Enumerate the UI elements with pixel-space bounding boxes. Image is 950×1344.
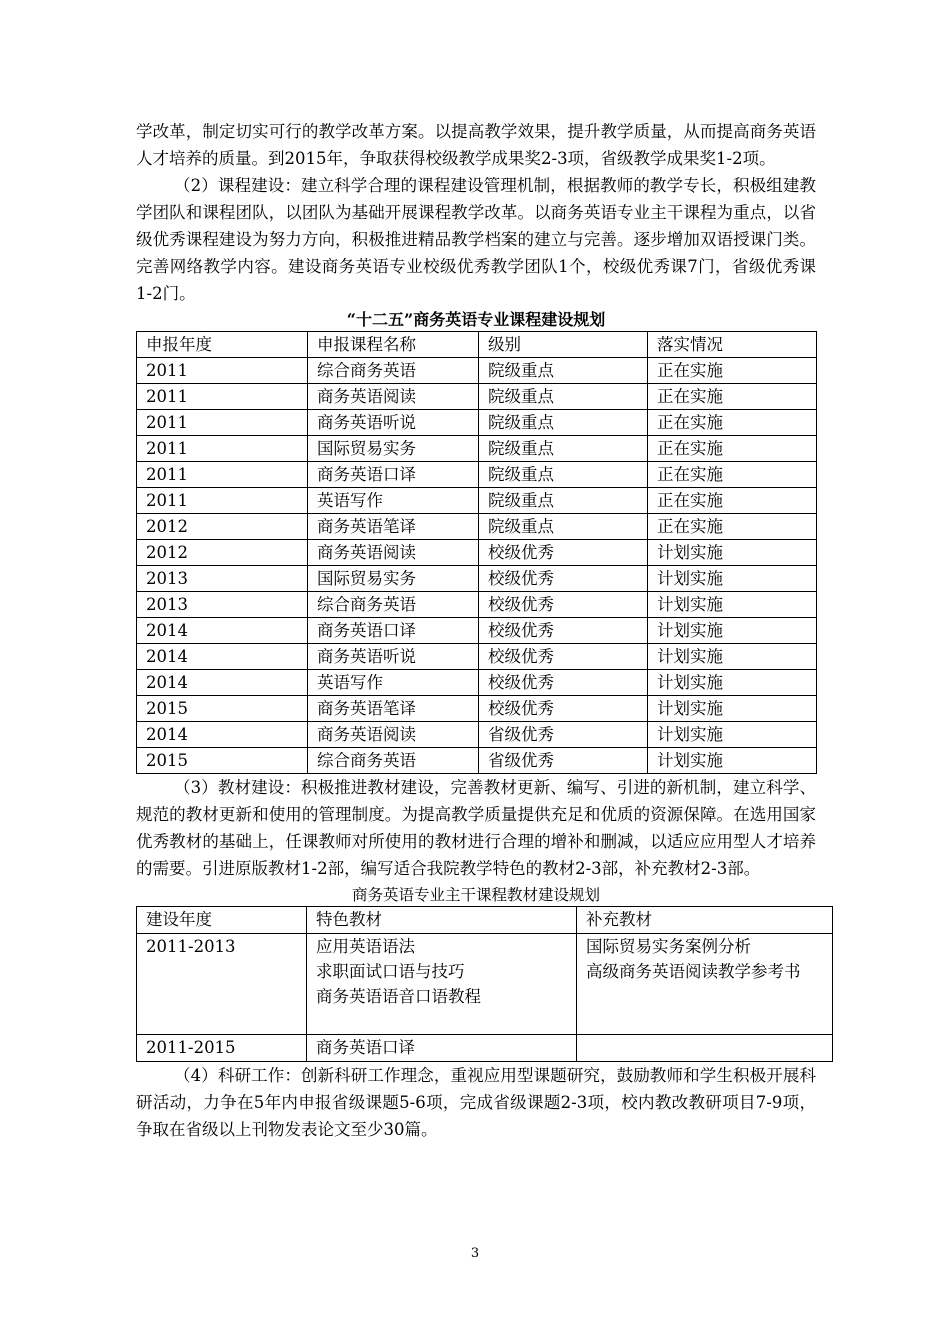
paragraph-textbook-construction: （3）教材建设：积极推进教材建设，完善教材更新、编写、引进的新机制，建立科学、规范的教材更新和使用的管理制度。为提高教学质量提供充足和优质的资源保障。在选用国家优秀教材的基础上，任课教师对所使用的教材进行合理的增补和删减，以适应应用型人才培养的需要。引进原版教材1-2部，编写适合我院教学特色的教材2-3部，补充教材2-3部。 bbox=[136, 778, 816, 878]
header-cell: 补充教材 bbox=[577, 907, 833, 934]
status-cell: 计划实施 bbox=[648, 566, 817, 592]
course-name-cell: 商务英语笔译 bbox=[308, 696, 479, 722]
table-row bbox=[137, 696, 817, 722]
featured-textbook: 求职面试口语与技巧 bbox=[316, 962, 465, 981]
year-cell: 2015 bbox=[137, 748, 308, 774]
level-cell: 校级优秀 bbox=[479, 540, 648, 566]
table-row bbox=[137, 618, 817, 644]
course-name-cell: 国际贸易实务 bbox=[308, 566, 479, 592]
level-cell: 院级重点 bbox=[479, 384, 648, 410]
table-row bbox=[137, 358, 817, 384]
course-name-cell: 国际贸易实务 bbox=[308, 436, 479, 462]
status-cell: 正在实施 bbox=[648, 384, 817, 410]
table-row bbox=[137, 592, 817, 618]
course-name-cell: 商务英语阅读 bbox=[308, 540, 479, 566]
year-cell: 2013 bbox=[137, 592, 308, 618]
level-cell: 院级重点 bbox=[479, 514, 648, 540]
supplementary-textbooks-cell bbox=[577, 1035, 833, 1062]
course-table-caption: “十二五”商务英语专业课程建设规划 bbox=[346, 310, 606, 329]
table-row bbox=[137, 462, 817, 488]
year-cell: 2011 bbox=[137, 410, 308, 436]
status-cell: 正在实施 bbox=[648, 410, 817, 436]
year-cell: 2014 bbox=[137, 618, 308, 644]
level-cell: 省级优秀 bbox=[479, 748, 648, 774]
course-name-cell: 商务英语口译 bbox=[308, 462, 479, 488]
level-cell: 校级优秀 bbox=[479, 696, 648, 722]
header-cell: 特色教材 bbox=[307, 907, 577, 934]
course-name-cell: 商务英语阅读 bbox=[308, 384, 479, 410]
level-cell: 院级重点 bbox=[479, 488, 648, 514]
featured-textbooks-cell: 商务英语口译 bbox=[307, 1035, 577, 1062]
header-cell: 建设年度 bbox=[137, 907, 307, 934]
year-cell: 2011 bbox=[137, 384, 308, 410]
status-cell: 计划实施 bbox=[648, 644, 817, 670]
table-row bbox=[137, 1035, 833, 1062]
table-row bbox=[137, 722, 817, 748]
table-row bbox=[137, 566, 817, 592]
status-cell: 计划实施 bbox=[648, 592, 817, 618]
course-name-cell: 商务英语阅读 bbox=[308, 722, 479, 748]
year-cell: 2013 bbox=[137, 566, 308, 592]
year-cell: 2014 bbox=[137, 722, 308, 748]
featured-textbooks-cell bbox=[307, 934, 577, 1035]
level-cell: 院级重点 bbox=[479, 462, 648, 488]
textbook-table-caption: 商务英语专业主干课程教材建设规划 bbox=[351, 886, 600, 904]
supplementary-textbook: 国际贸易实务案例分析 bbox=[586, 937, 751, 956]
table-row bbox=[137, 488, 817, 514]
status-cell: 正在实施 bbox=[648, 488, 817, 514]
course-name-cell: 商务英语听说 bbox=[308, 410, 479, 436]
course-name-cell: 英语写作 bbox=[308, 670, 479, 696]
featured-textbook: 商务英语语音口语教程 bbox=[316, 987, 481, 1006]
status-cell: 正在实施 bbox=[648, 436, 817, 462]
table-row bbox=[137, 410, 817, 436]
status-cell: 计划实施 bbox=[648, 670, 817, 696]
table-row bbox=[137, 934, 833, 1035]
page-number: 3 bbox=[470, 1246, 480, 1261]
header-cell: 申报课程名称 bbox=[308, 332, 479, 358]
status-cell: 计划实施 bbox=[648, 696, 817, 722]
status-cell: 计划实施 bbox=[648, 540, 817, 566]
level-cell: 校级优秀 bbox=[479, 566, 648, 592]
level-cell: 校级优秀 bbox=[479, 592, 648, 618]
document-page bbox=[136, 118, 816, 1143]
year-cell: 2012 bbox=[137, 514, 308, 540]
course-name-cell: 英语写作 bbox=[308, 488, 479, 514]
level-cell: 校级优秀 bbox=[479, 644, 648, 670]
table-row bbox=[137, 436, 817, 462]
level-cell: 院级重点 bbox=[479, 358, 648, 384]
table-row bbox=[137, 540, 817, 566]
level-cell: 院级重点 bbox=[479, 436, 648, 462]
textbook-plan-table bbox=[136, 906, 833, 1062]
year-cell: 2011 bbox=[137, 462, 308, 488]
table-row bbox=[137, 514, 817, 540]
level-cell: 院级重点 bbox=[479, 410, 648, 436]
level-cell: 省级优秀 bbox=[479, 722, 648, 748]
table-row bbox=[137, 748, 817, 774]
table-row bbox=[137, 644, 817, 670]
supplementary-textbook: 高级商务英语阅读教学参考书 bbox=[586, 962, 801, 981]
status-cell: 正在实施 bbox=[648, 358, 817, 384]
header-cell: 落实情况 bbox=[648, 332, 817, 358]
course-name-cell: 综合商务英语 bbox=[308, 358, 479, 384]
course-name-cell: 综合商务英语 bbox=[308, 592, 479, 618]
year-cell: 2011-2015 bbox=[137, 1035, 307, 1062]
year-cell: 2011 bbox=[137, 358, 308, 384]
course-plan-table bbox=[136, 331, 817, 774]
status-cell: 计划实施 bbox=[648, 618, 817, 644]
status-cell: 计划实施 bbox=[648, 748, 817, 774]
table-header-row bbox=[137, 332, 817, 358]
course-name-cell: 商务英语听说 bbox=[308, 644, 479, 670]
table-header-row bbox=[137, 907, 833, 934]
header-cell: 级别 bbox=[479, 332, 648, 358]
status-cell: 正在实施 bbox=[648, 514, 817, 540]
header-cell: 申报年度 bbox=[137, 332, 308, 358]
supplementary-textbooks-cell bbox=[577, 934, 833, 1035]
paragraph-research: （4）科研工作：创新科研工作理念，重视应用型课题研究，鼓励教师和学生积极开展科研活动，力争在5年内申报省级课题5-6项，完成省级课题2-3项，校内教改教研项目7-9项，争取在省级以上刊物发表论文至少30篇。 bbox=[136, 1066, 816, 1139]
course-name-cell: 综合商务英语 bbox=[308, 748, 479, 774]
year-cell: 2012 bbox=[137, 540, 308, 566]
level-cell: 校级优秀 bbox=[479, 618, 648, 644]
year-cell: 2015 bbox=[137, 696, 308, 722]
status-cell: 计划实施 bbox=[648, 722, 817, 748]
featured-textbook: 应用英语语法 bbox=[316, 937, 415, 956]
course-name-cell: 商务英语口译 bbox=[308, 618, 479, 644]
year-cell: 2014 bbox=[137, 644, 308, 670]
year-cell: 2014 bbox=[137, 670, 308, 696]
level-cell: 校级优秀 bbox=[479, 670, 648, 696]
paragraph-course-construction: （2）课程建设：建立科学合理的课程建设管理机制，根据教师的教学专长，积极组建教学团队和课程团队，以团队为基础开展课程教学改革。以商务英语专业主干课程为重点，以省级优秀课程建设为努力方向，积极推进精品教学档案的建立与完善。逐步增加双语授课门类。完善网络教学内容。建设商务英语专业校级优秀教学团队1个，校级优秀课7门，省级优秀课1-2门。 bbox=[136, 176, 816, 303]
year-cell: 2011-2013 bbox=[137, 934, 307, 1035]
status-cell: 正在实施 bbox=[648, 462, 817, 488]
paragraph-teaching-reform: 学改革，制定切实可行的教学改革方案。以提高教学效果，提升教学质量，从而提高商务英语人才培养的质量。到2015年，争取获得校级教学成果奖2-3项，省级教学成果奖1-2项。 bbox=[136, 122, 816, 168]
course-name-cell: 商务英语笔译 bbox=[308, 514, 479, 540]
table-row bbox=[137, 384, 817, 410]
year-cell: 2011 bbox=[137, 436, 308, 462]
year-cell: 2011 bbox=[137, 488, 308, 514]
table-row bbox=[137, 670, 817, 696]
